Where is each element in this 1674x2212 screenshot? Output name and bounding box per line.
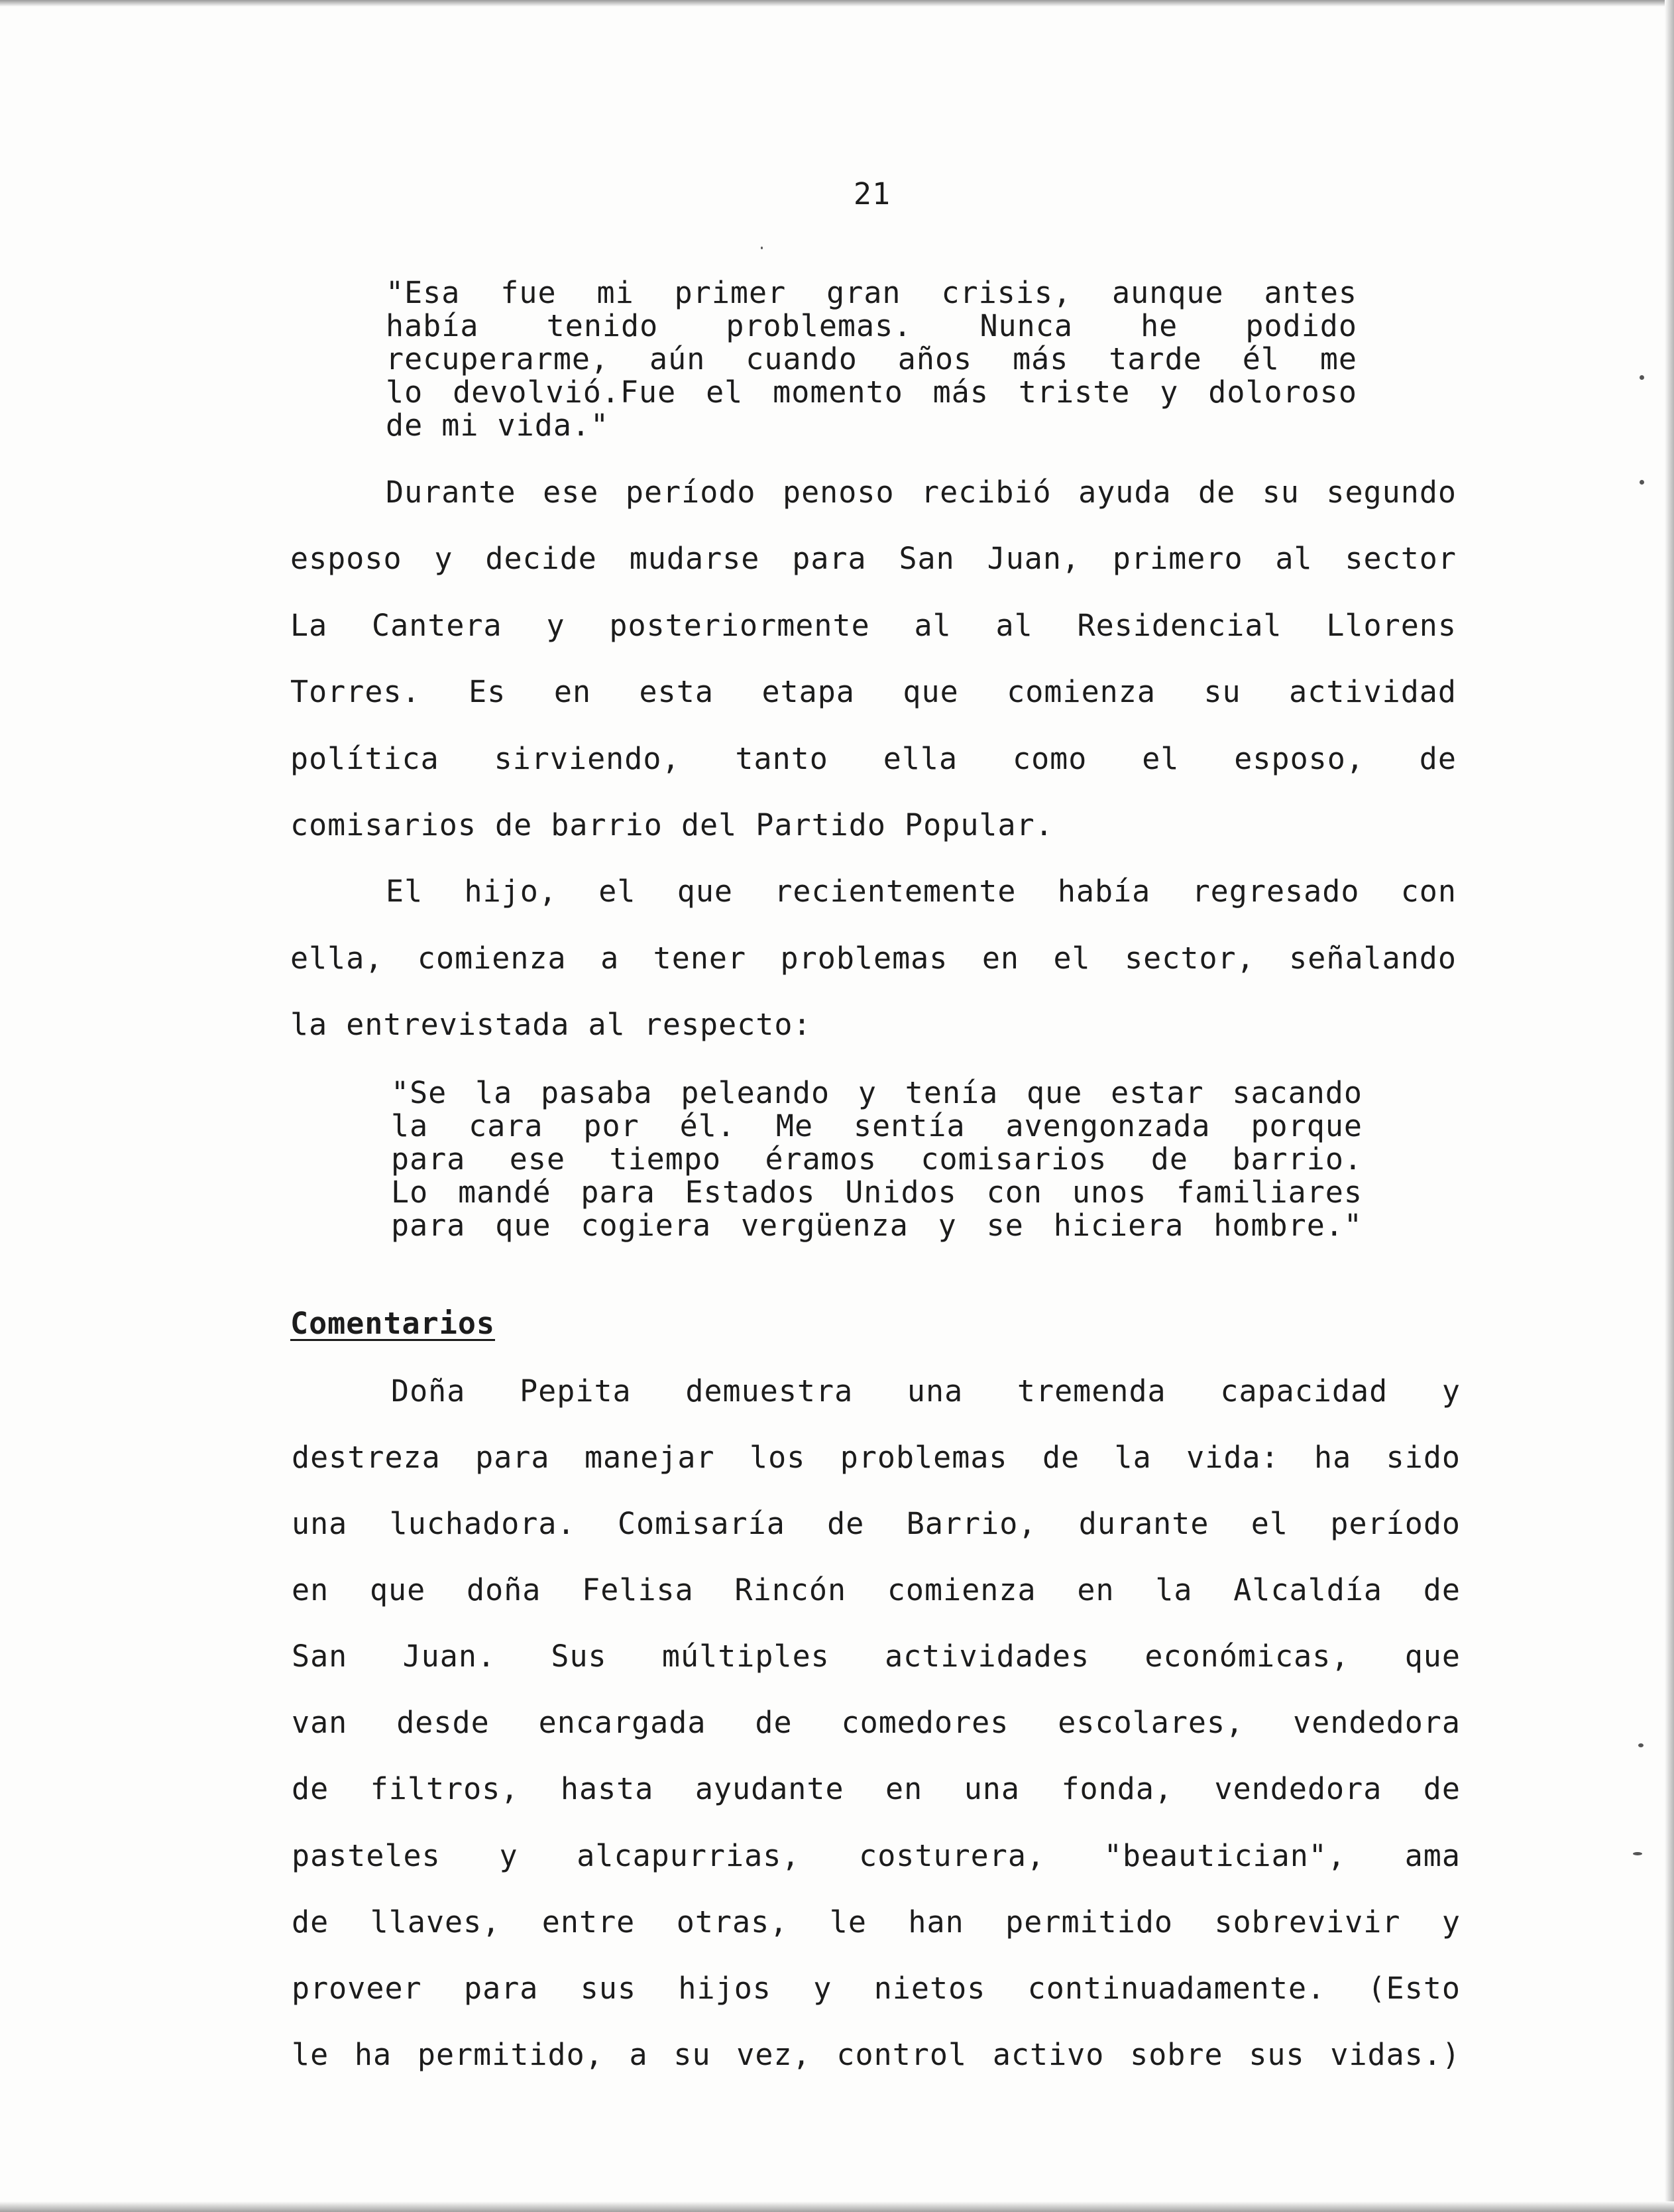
paragraph-line: destreza para manejar los problemas de la vida: ha sido [292,1440,1461,1475]
quote-line: había tenido problemas. Nunca he podido [386,308,1357,343]
quote-line: de mi vida." [386,408,610,443]
paragraph-line: una luchadora. Comisaría de Barrio, durante el período [292,1506,1461,1541]
scan-shadow-top [0,0,1674,7]
quote-line: recuperarme, aún cuando años más tarde él me [386,341,1357,377]
scan-speck [761,247,763,249]
scan-speck [1638,1743,1644,1747]
paragraph-line: Durante ese período penoso recibió ayuda de su segundo [386,475,1457,510]
paragraph-line: política sirviendo, tanto ella como el esposo, de [290,741,1457,776]
scan-speck [1640,480,1644,485]
paragraph-line: La Cantera y posteriormente al al Residencial Llorens [290,608,1457,643]
paragraph-line: en que doña Felisa Rincón comienza en la Alcaldía de [292,1572,1461,1607]
quote-line: "Esa fue mi primer gran crisis, aunque antes [386,275,1357,310]
paragraph-line: de filtros, hasta ayudante en una fonda, vendedora de [292,1771,1461,1806]
paragraph-line: ella, comienza a tener problemas en el sector, señalando [290,941,1457,976]
paragraph-line: proveer para sus hijos y nietos continuadamente. (Esto [292,1971,1461,2006]
scan-speck [1633,1852,1642,1855]
page-number: 21 [853,176,891,211]
quote-line: "Se la pasaba peleando y tenía que estar sacando [391,1075,1363,1110]
quote-line: Lo mandé para Estados Unidos con unos familiares [391,1175,1363,1210]
scan-shadow-right [1665,0,1674,2212]
scan-shadow-bottom [0,2201,1674,2212]
paragraph-line: de llaves, entre otras, le han permitido sobrevivir y [292,1904,1461,1940]
paragraph-line: Torres. Es en esta etapa que comienza su actividad [290,674,1457,709]
paragraph-line: la entrevistada al respecto: [290,1007,812,1042]
quote-line: para ese tiempo éramos comisarios de barrio. [391,1141,1363,1177]
quote-line: lo devolvió.Fue el momento más triste y doloroso [386,375,1357,410]
paragraph-line: San Juan. Sus múltiples actividades económicas, que [292,1639,1461,1674]
paragraph-line: pasteles y alcapurrias, costurera, "beautician", ama [292,1838,1461,1873]
paragraph-line: Doña Pepita demuestra una tremenda capacidad y [391,1373,1461,1409]
paragraph-line: El hijo, el que recientemente había regresado con [386,874,1457,909]
section-heading: Comentarios [290,1306,496,1341]
paragraph-line: esposo y decide mudarse para San Juan, primero al sector [290,541,1457,576]
scan-speck [1640,375,1644,380]
quote-line: la cara por él. Me sentía avengonzada porque [391,1108,1363,1143]
paragraph-line: le ha permitido, a su vez, control activo sobre sus vidas.) [292,2037,1461,2072]
quote-line: para que cogiera vergüenza y se hiciera hombre." [391,1208,1363,1243]
paragraph-line: van desde encargada de comedores escolares, vendedora [292,1705,1461,1740]
paragraph-line: comisarios de barrio del Partido Popular. [290,807,1054,843]
